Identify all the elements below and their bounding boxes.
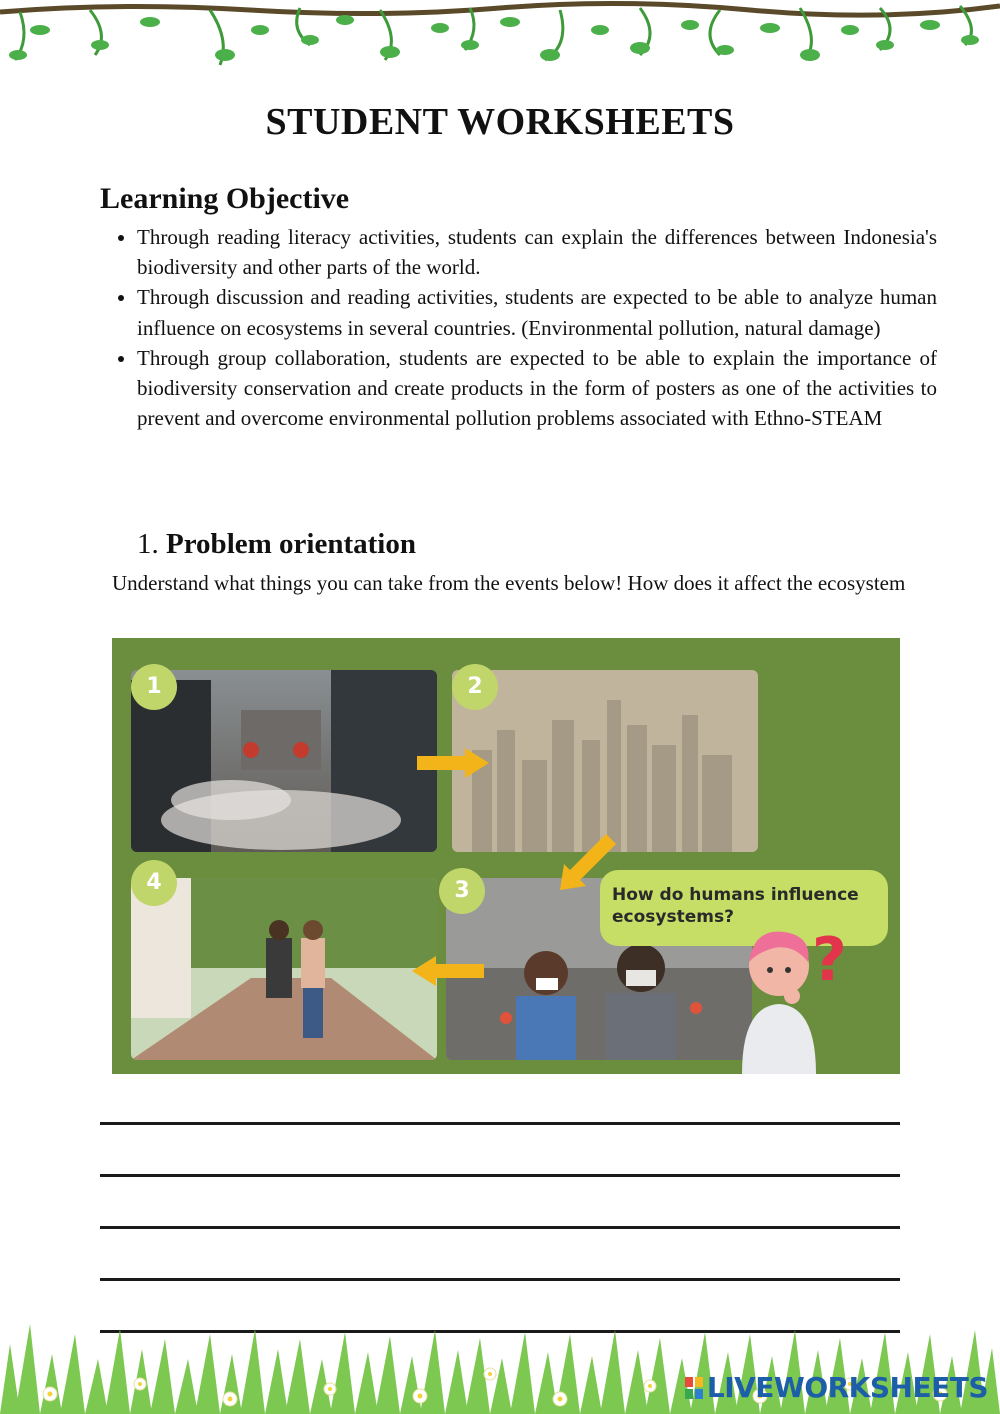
objectives-list — [100, 222, 937, 433]
objective-item: • Through reading literacy activities, students can explain the differences between Indonesia's biodiversity and other parts of the world. — [137, 222, 937, 282]
problem-illustration — [112, 638, 900, 1074]
answer-line[interactable] — [100, 1226, 900, 1229]
objective-item: • Through discussion and reading activities, students are expected to be able to analyze human influence on ecosystems in several countries. (Environmental pollution, natural damage) — [137, 282, 937, 342]
liveworksheets-watermark — [685, 1371, 988, 1404]
answer-line[interactable] — [100, 1122, 900, 1125]
traffic-exhaust-photo — [131, 670, 437, 852]
question-bubble: How do humans influence ecosystems? — [600, 870, 888, 946]
instruction-text: Understand what things you can take from the events below! How does it affect the ecosystem — [112, 571, 906, 595]
step-badge: 4 — [131, 860, 177, 906]
answer-line[interactable] — [100, 1174, 900, 1177]
smog-city-photo — [452, 670, 758, 852]
objective-item: • Through group collaboration, students are expected to be able to explain the importance of biodiversity conservation and create products in the form of posters as one of the activities to prevent and overcome environmental pollution problems associated with Ethno-STEAM — [137, 343, 937, 434]
thinking-character — [734, 918, 894, 1074]
page-title: STUDENT WORKSHEETS — [265, 101, 735, 143]
step-badge: 1 — [131, 664, 177, 710]
learning-objective-heading: Learning Objective — [100, 182, 350, 215]
section-heading — [137, 528, 416, 561]
svg-text:?: ? — [812, 925, 847, 995]
section-number: 1. — [137, 528, 159, 560]
step-badge: 3 — [439, 868, 485, 914]
answer-line[interactable] — [100, 1278, 900, 1281]
arrow-right-icon — [417, 748, 489, 778]
liveworksheets-logo-icon — [685, 1377, 703, 1399]
street-walk-photo — [131, 878, 437, 1060]
vine-border-top — [0, 0, 1000, 80]
arrow-left-icon — [412, 956, 484, 986]
section-title: Problem orientation — [166, 528, 416, 560]
step-badge: 2 — [452, 664, 498, 710]
watermark-text: LIVEWORKSHEETS — [706, 1371, 988, 1404]
